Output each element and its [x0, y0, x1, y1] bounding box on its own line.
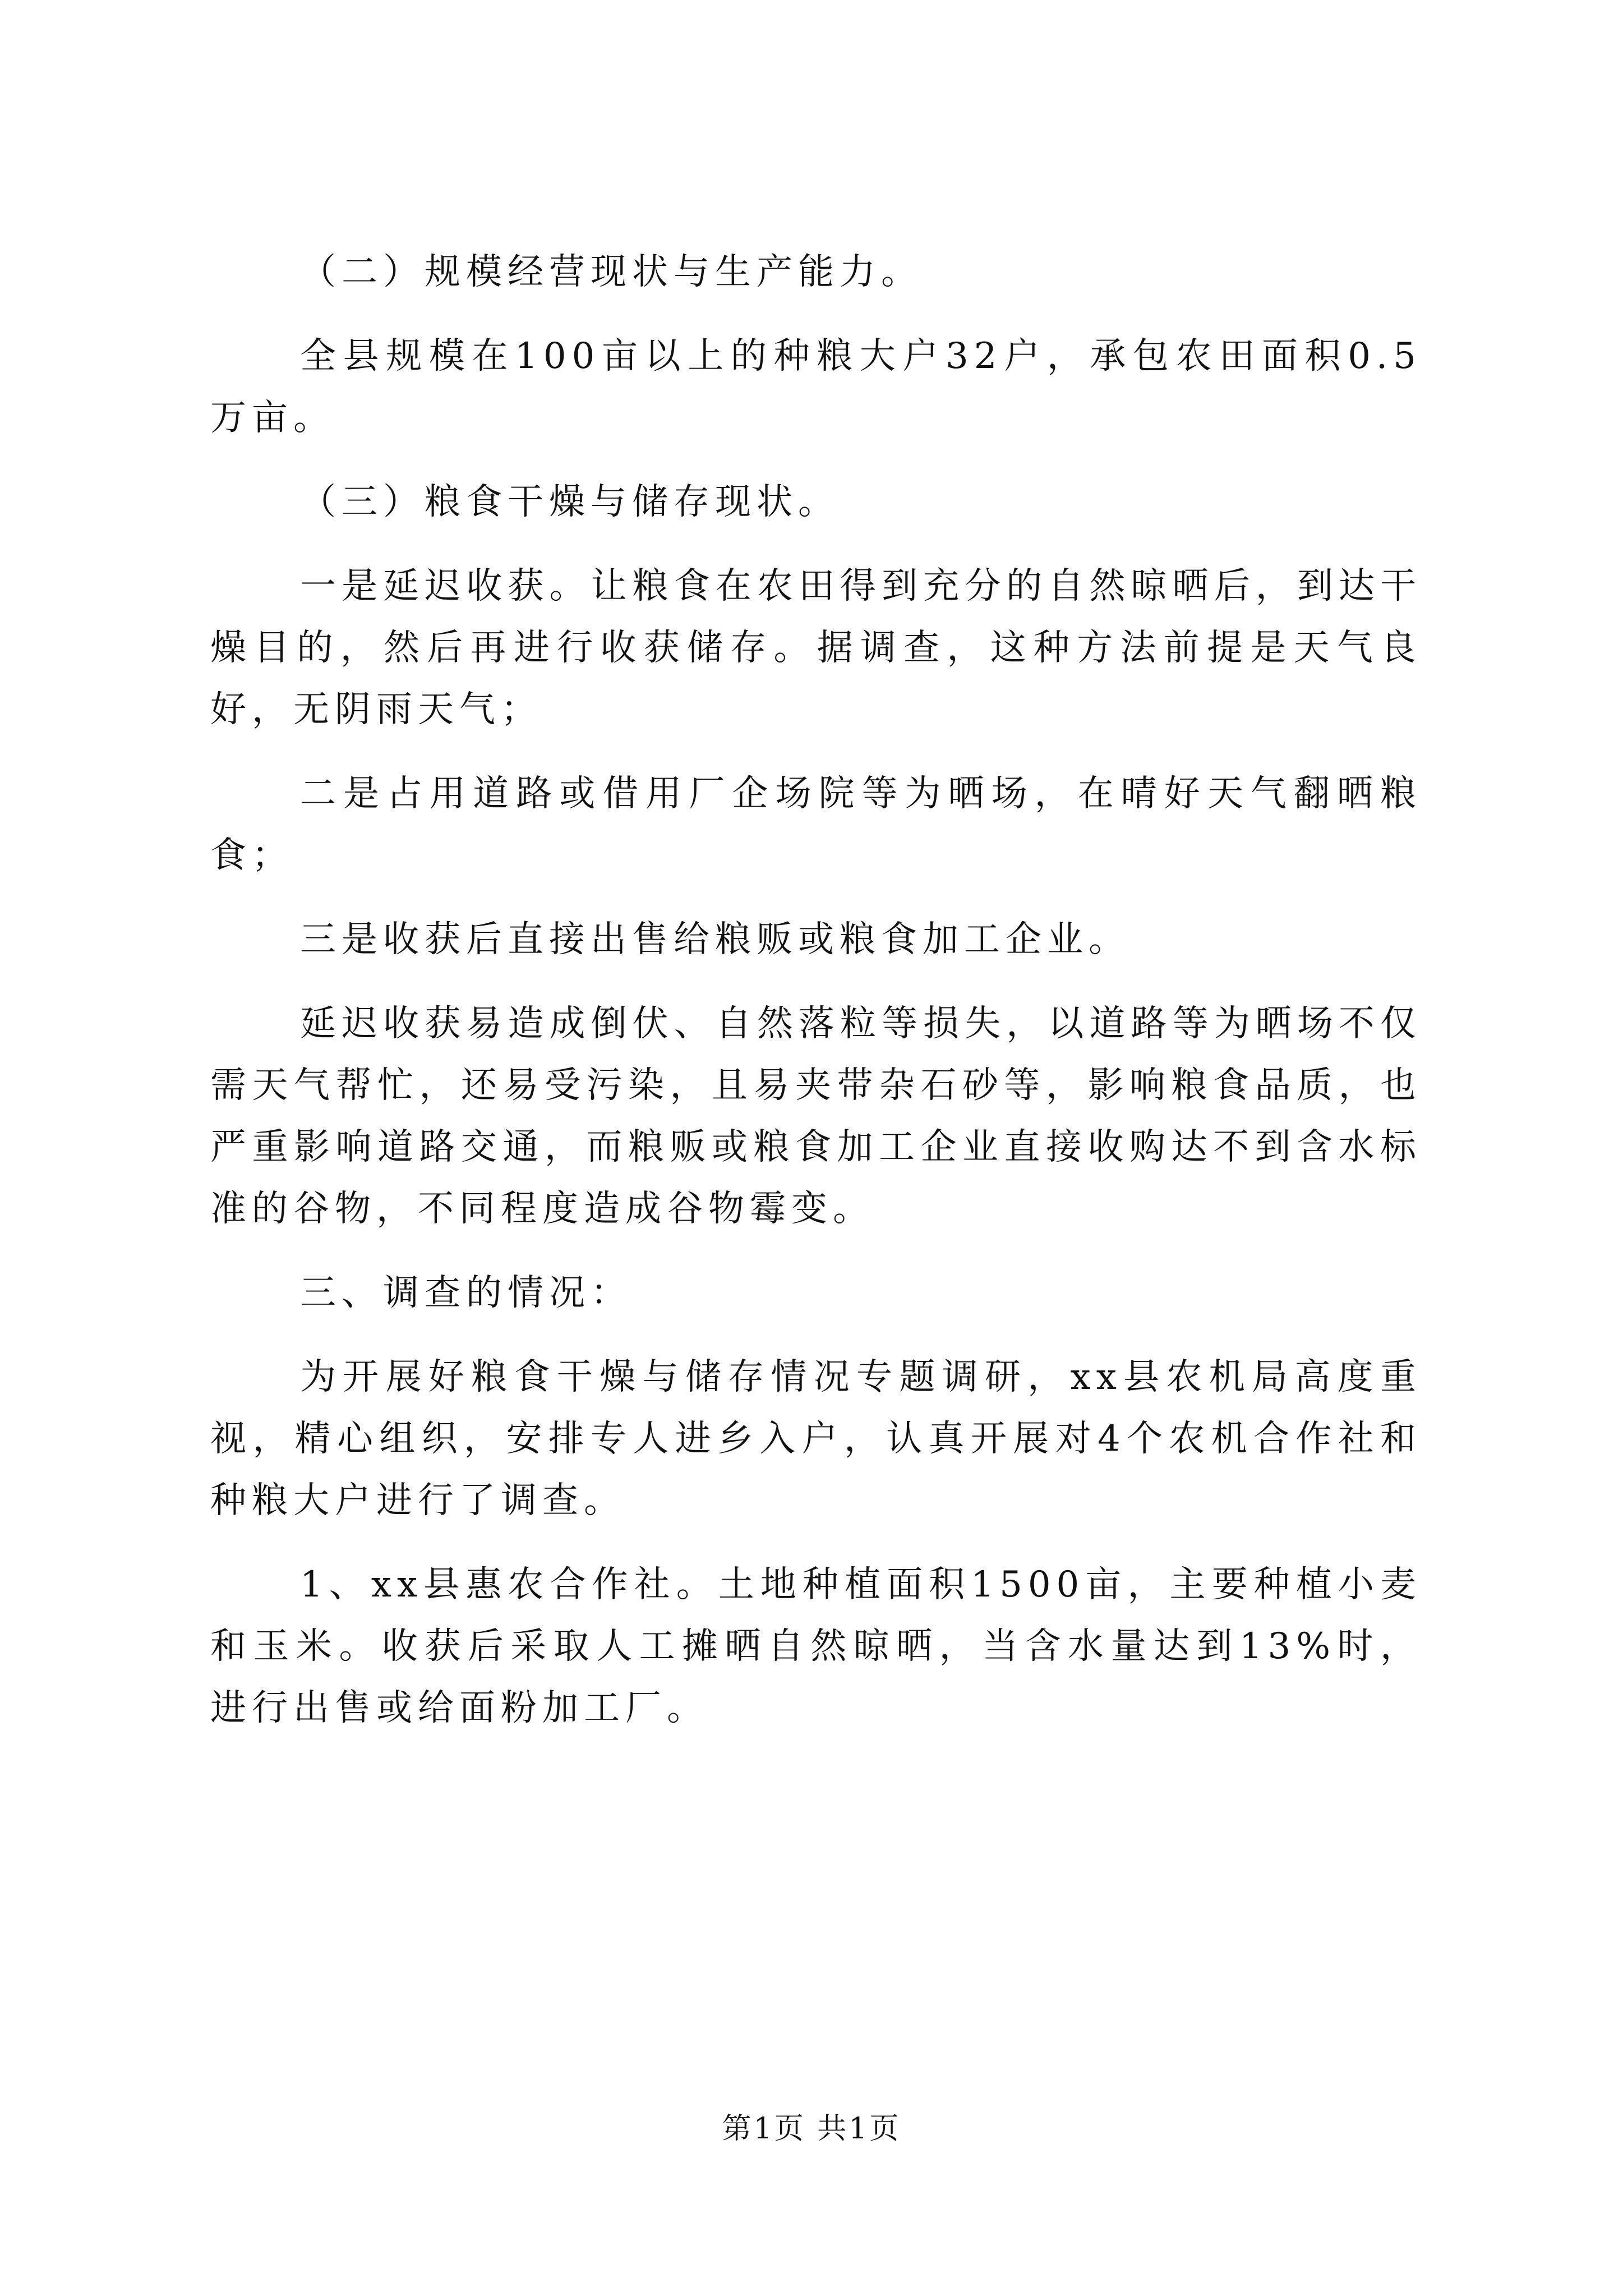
document-body	[210, 241, 1422, 1761]
paragraph-direct-sale: 三是收获后直接出售给粮贩或粮食加工企业。	[300, 919, 1130, 960]
section-heading-scale-operation: （二）规模经营现状与生产能力。	[300, 251, 923, 293]
paragraph-road-drying: 二是占用道路或借用厂企场院等为晒场，在晴好天气翻晒粮食；	[210, 773, 1422, 876]
paragraph-large-grain-farmers: 全县规模在100亩以上的种粮大户32户，承包农田面积0.5万亩。	[210, 335, 1422, 439]
page-number-footer: 第1页 共1页	[722, 2112, 901, 2146]
paragraph-losses: 延迟收获易造成倒伏、自然落粒等损失，以道路等为晒场不仅需天气帮忙，还易受污染，且易夹带杂石砂等，影响粮食品质，也严重影响道路交通，而粮贩或粮食加工企业直接收购达不到含水标准的谷物，不同程度造成谷物霉变。	[210, 1003, 1422, 1230]
paragraph-delayed-harvest: 一是延迟收获。让粮食在农田得到充分的自然晾晒后，到达干燥目的，然后再进行收获储存。据调查，这种方法前提是天气良好，无阴雨天气；	[210, 565, 1422, 730]
section-heading-survey: 三、调查的情况：	[300, 1272, 632, 1314]
section-heading-drying-storage: （三）粮食干燥与储存现状。	[300, 481, 840, 523]
paragraph-cooperative-1: 1、xx县惠农合作社。土地种植面积1500亩，主要种植小麦和玉米。收获后采取人工摊晒自然晾晒，当含水量达到13%时，进行出售或给面粉加工厂。	[210, 1564, 1422, 1729]
paragraph-survey-organization: 为开展好粮食干燥与储存情况专题调研，xx县农机局高度重视，精心组织，安排专人进乡入户，认真开展对4个农机合作社和种粮大户进行了调查。	[210, 1356, 1422, 1521]
